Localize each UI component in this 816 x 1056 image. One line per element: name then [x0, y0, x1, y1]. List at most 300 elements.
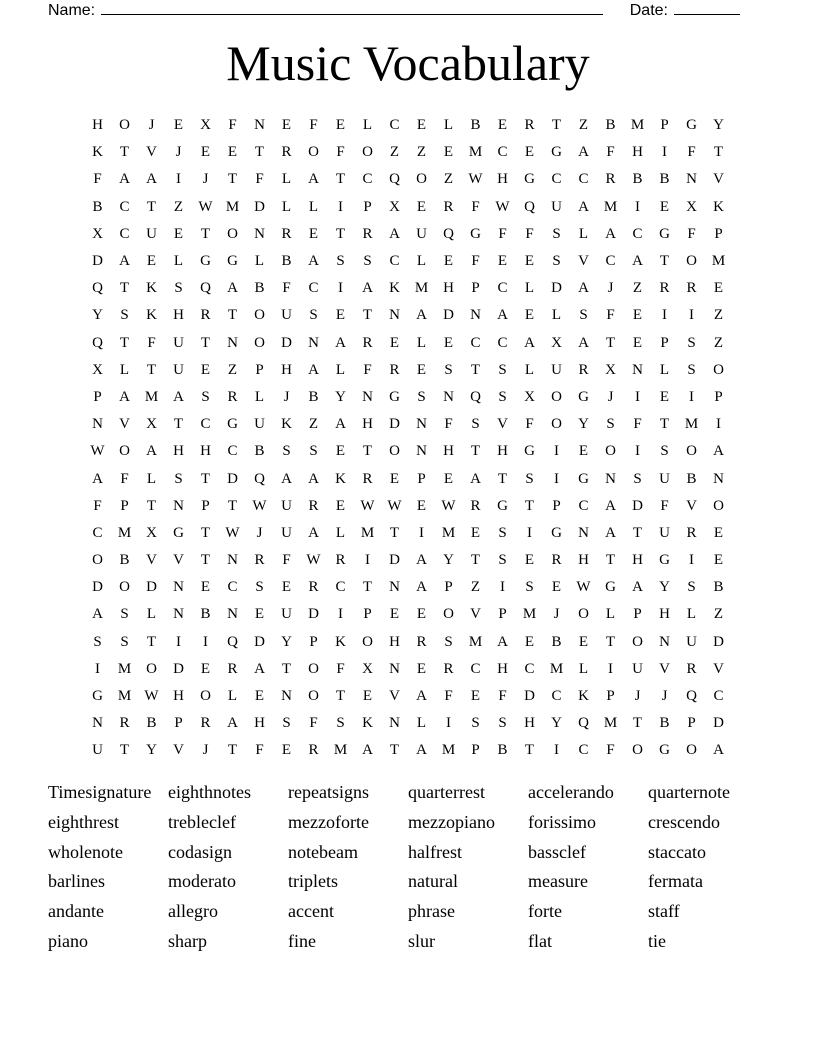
grid-cell: C — [227, 579, 238, 596]
grid-cell: Z — [389, 144, 400, 161]
grid-cell: T — [605, 552, 616, 569]
grid-cell: G — [578, 388, 589, 405]
grid-cell: A — [470, 470, 481, 487]
grid-cell: O — [551, 416, 562, 433]
grid-cell: R — [362, 470, 373, 487]
grid-cell: C — [632, 225, 643, 242]
grid-cell: R — [308, 497, 319, 514]
grid-cell: W — [252, 497, 267, 514]
grid-cell: O — [119, 443, 130, 460]
grid-cell: T — [605, 633, 616, 650]
grid-cell: G — [686, 117, 697, 134]
grid-cell: I — [554, 443, 559, 460]
grid-cell: N — [227, 552, 238, 569]
grid-cell: H — [173, 688, 184, 705]
grid-cell: O — [578, 606, 589, 623]
grid-cell: Y — [281, 633, 292, 650]
grid-cell: E — [443, 253, 454, 270]
grid-cell: G — [524, 443, 535, 460]
grid-cell: T — [524, 742, 535, 759]
grid-cell: C — [362, 171, 373, 188]
grid-cell: H — [254, 715, 265, 732]
grid-cell: D — [146, 579, 157, 596]
word-list-item: staff — [648, 901, 680, 922]
grid-cell: M — [630, 117, 645, 134]
grid-cell: I — [635, 198, 640, 215]
grid-cell: Y — [578, 416, 589, 433]
grid-cell: V — [686, 497, 697, 514]
name-blank-line[interactable] — [101, 0, 603, 15]
grid-cell: E — [713, 552, 724, 569]
grid-cell: A — [119, 388, 130, 405]
grid-cell: G — [659, 742, 670, 759]
grid-cell: Z — [713, 307, 724, 324]
grid-cell: C — [551, 688, 562, 705]
grid-cell: S — [174, 280, 183, 297]
grid-cell: E — [254, 606, 265, 623]
grid-cell: D — [92, 253, 103, 270]
grid-cell: C — [308, 280, 319, 297]
grid-cell: O — [632, 742, 643, 759]
grid-cell: P — [363, 198, 372, 215]
grid-cell: Y — [551, 715, 562, 732]
grid-cell: C — [470, 660, 481, 677]
grid-cell: I — [716, 416, 721, 433]
grid-cell: M — [333, 742, 348, 759]
grid-cell: L — [146, 606, 157, 623]
grid-cell: F — [633, 416, 642, 433]
grid-cell: B — [605, 117, 616, 134]
grid-cell: T — [659, 253, 670, 270]
grid-cell: O — [119, 117, 130, 134]
grid-cell: V — [713, 171, 724, 188]
word-list-item: trebleclef — [168, 811, 236, 832]
grid-cell: F — [606, 144, 615, 161]
word-list-item: phrase — [408, 901, 455, 922]
grid-cell: V — [389, 688, 400, 705]
grid-cell: F — [282, 280, 291, 297]
grid-cell: R — [443, 660, 454, 677]
grid-cell: N — [308, 334, 319, 351]
grid-cell: A — [362, 742, 373, 759]
grid-cell: N — [227, 334, 238, 351]
grid-cell: V — [146, 552, 157, 569]
grid-cell: K — [335, 470, 346, 487]
grid-cell: E — [416, 117, 427, 134]
grid-cell: E — [281, 742, 292, 759]
grid-cell: E — [389, 470, 400, 487]
grid-cell: F — [606, 742, 615, 759]
grid-cell: B — [686, 470, 697, 487]
grid-cell: I — [662, 144, 667, 161]
grid-cell: S — [309, 307, 318, 324]
grid-cell: I — [689, 388, 694, 405]
grid-cell: C — [389, 117, 400, 134]
grid-cell: D — [389, 552, 400, 569]
grid-cell: A — [227, 280, 238, 297]
word-list-item: tie — [648, 930, 666, 951]
grid-cell: W — [387, 497, 402, 514]
grid-cell: P — [471, 280, 480, 297]
grid-cell: N — [416, 416, 427, 433]
grid-cell: U — [92, 742, 103, 759]
grid-cell: N — [605, 470, 616, 487]
grid-cell: G — [578, 470, 589, 487]
word-list-item: mezzopiano — [408, 811, 495, 832]
grid-cell: E — [578, 633, 589, 650]
grid-cell: G — [551, 524, 562, 541]
grid-cell: E — [335, 117, 346, 134]
grid-cell: A — [578, 144, 589, 161]
grid-cell: Y — [146, 742, 157, 759]
grid-cell: R — [443, 198, 454, 215]
grid-cell: S — [525, 470, 534, 487]
grid-cell: O — [92, 552, 103, 569]
grid-cell: E — [659, 388, 670, 405]
grid-cell: F — [336, 660, 345, 677]
grid-cell: T — [470, 443, 481, 460]
grid-cell: S — [498, 388, 507, 405]
word-list-item: slur — [408, 930, 435, 951]
grid-cell: B — [146, 715, 157, 732]
grid-cell: S — [417, 388, 426, 405]
grid-cell: B — [497, 742, 508, 759]
grid-cell: D — [281, 334, 292, 351]
grid-cell: A — [713, 742, 724, 759]
word-list-item: Timesignature — [48, 782, 152, 802]
grid-cell: R — [227, 660, 238, 677]
grid-cell: H — [389, 633, 400, 650]
grid-cell: R — [686, 660, 697, 677]
grid-cell: E — [146, 253, 157, 270]
grid-cell: F — [255, 171, 264, 188]
grid-cell: I — [95, 660, 100, 677]
grid-cell: N — [389, 660, 400, 677]
grid-cell: R — [686, 280, 697, 297]
grid-cell: O — [632, 633, 643, 650]
word-list-item: moderato — [168, 871, 236, 892]
grid-cell: R — [659, 280, 670, 297]
grid-cell: O — [443, 606, 454, 623]
grid-cell: N — [470, 307, 481, 324]
name-label: Name: — [48, 2, 96, 19]
grid-cell: K — [389, 280, 400, 297]
grid-cell: C — [497, 334, 508, 351]
grid-cell: B — [119, 552, 130, 569]
grid-cell: A — [308, 361, 319, 378]
grid-cell: S — [201, 388, 210, 405]
grid-cell: T — [119, 144, 130, 161]
grid-cell: I — [338, 198, 343, 215]
grid-cell: G — [605, 579, 616, 596]
grid-cell: T — [119, 334, 130, 351]
grid-cell: A — [119, 171, 130, 188]
grid-cell: O — [362, 633, 373, 650]
grid-cell: I — [176, 633, 181, 650]
grid-cell: F — [309, 117, 318, 134]
grid-cell: U — [686, 633, 697, 650]
grid-cell: U — [281, 307, 292, 324]
grid-cell: I — [446, 715, 451, 732]
grid-cell: B — [713, 579, 724, 596]
grid-cell: D — [632, 497, 643, 514]
grid-cell: V — [713, 660, 724, 677]
grid-cell: J — [283, 388, 290, 405]
grid-cell: E — [173, 117, 184, 134]
word-list-item: fine — [288, 930, 316, 951]
grid-cell: E — [416, 606, 427, 623]
grid-cell: E — [524, 552, 535, 569]
grid-cell: N — [389, 715, 400, 732]
grid-cell: S — [363, 253, 372, 270]
grid-cell: S — [687, 579, 696, 596]
grid-cell: R — [686, 524, 697, 541]
grid-cell: I — [608, 660, 613, 677]
grid-cell: O — [713, 361, 724, 378]
grid-cell: A — [713, 443, 724, 460]
grid-cell: L — [254, 388, 265, 405]
grid-cell: S — [498, 552, 507, 569]
grid-cell: R — [470, 497, 481, 514]
grid-cell: A — [146, 443, 157, 460]
word-list-item: mezzoforte — [288, 811, 369, 832]
grid-cell: D — [254, 633, 265, 650]
grid-cell: D — [308, 606, 319, 623]
grid-cell: T — [146, 633, 157, 650]
grid-cell: H — [173, 443, 184, 460]
grid-cell: A — [254, 660, 265, 677]
grid-cell: Z — [173, 198, 184, 215]
grid-cell: M — [684, 416, 699, 433]
grid-cell: C — [605, 253, 616, 270]
grid-cell: E — [713, 280, 724, 297]
grid-cell: R — [254, 552, 265, 569]
grid-cell: S — [498, 524, 507, 541]
grid-cell: M — [522, 606, 537, 623]
grid-cell: R — [362, 334, 373, 351]
grid-cell: N — [443, 388, 454, 405]
grid-cell: L — [281, 198, 292, 215]
grid-cell: U — [281, 524, 292, 541]
grid-cell: T — [605, 334, 616, 351]
grid-cell: S — [255, 579, 264, 596]
word-list-item: measure — [528, 871, 588, 892]
grid-cell: X — [524, 388, 535, 405]
grid-cell: M — [468, 633, 483, 650]
grid-cell: T — [254, 144, 265, 161]
grid-cell: I — [662, 307, 667, 324]
word-list-item: accelerando — [528, 782, 614, 802]
grid-cell: E — [416, 660, 427, 677]
grid-cell: A — [578, 198, 589, 215]
grid-cell: E — [389, 334, 400, 351]
grid-cell: H — [497, 660, 508, 677]
word-list-item: allegro — [168, 901, 218, 922]
grid-cell: C — [335, 579, 346, 596]
grid-cell: B — [551, 633, 562, 650]
grid-cell: W — [306, 552, 321, 569]
grid-cell: W — [441, 497, 456, 514]
grid-cell: Q — [470, 388, 481, 405]
grid-cell: S — [525, 579, 534, 596]
word-list-item: quarterrest — [408, 782, 485, 802]
grid-cell: U — [173, 334, 184, 351]
grid-cell: D — [173, 660, 184, 677]
grid-cell: E — [308, 225, 319, 242]
grid-cell: A — [362, 280, 373, 297]
word-list-item: fermata — [648, 871, 703, 892]
grid-cell: S — [687, 361, 696, 378]
grid-cell: N — [578, 524, 589, 541]
grid-cell: P — [120, 497, 129, 514]
grid-cell: Q — [686, 688, 697, 705]
grid-cell: L — [362, 117, 373, 134]
grid-cell: Q — [389, 171, 400, 188]
grid-cell: D — [254, 198, 265, 215]
word-list-item: forte — [528, 901, 562, 922]
grid-cell: F — [525, 416, 534, 433]
grid-cell: Y — [659, 579, 670, 596]
grid-cell: X — [362, 660, 373, 677]
grid-cell: T — [362, 579, 373, 596]
grid-cell: V — [173, 552, 184, 569]
grid-cell: F — [336, 144, 345, 161]
grid-cell: U — [659, 470, 670, 487]
grid-cell: C — [578, 742, 589, 759]
grid-cell: P — [714, 225, 723, 242]
grid-cell: N — [281, 688, 292, 705]
grid-cell: F — [525, 225, 534, 242]
grid-cell: I — [527, 524, 532, 541]
grid-cell: X — [200, 117, 211, 134]
grid-cell: A — [92, 606, 103, 623]
grid-cell: H — [497, 171, 508, 188]
grid-cell: R — [200, 307, 211, 324]
grid-cell: J — [175, 144, 182, 161]
grid-cell: A — [227, 715, 238, 732]
word-list-item: accent — [288, 901, 334, 922]
word-list-item: sharp — [168, 930, 207, 951]
grid-cell: K — [146, 307, 157, 324]
grid-cell: L — [227, 688, 238, 705]
grid-cell: Q — [227, 633, 238, 650]
grid-cell: N — [713, 470, 724, 487]
grid-cell: R — [281, 144, 292, 161]
date-blank-line[interactable] — [674, 0, 740, 15]
grid-cell: X — [551, 334, 562, 351]
grid-cell: L — [254, 253, 265, 270]
grid-cell: O — [254, 307, 265, 324]
word-list-item: forissimo — [528, 811, 597, 832]
grid-cell: P — [417, 470, 426, 487]
grid-cell: T — [632, 715, 643, 732]
grid-cell: E — [524, 307, 535, 324]
grid-cell: S — [120, 606, 129, 623]
grid-cell: A — [605, 225, 616, 242]
grid-cell: Z — [416, 144, 427, 161]
grid-cell: C — [119, 198, 130, 215]
grid-cell: S — [336, 715, 345, 732]
grid-cell: A — [308, 524, 319, 541]
grid-cell: T — [632, 524, 643, 541]
grid-cell: S — [552, 253, 561, 270]
grid-cell: S — [336, 253, 345, 270]
grid-cell: F — [471, 198, 480, 215]
grid-cell: E — [200, 144, 211, 161]
grid-cell: F — [498, 688, 507, 705]
grid-cell: U — [551, 361, 562, 378]
grid-cell: K — [281, 416, 292, 433]
grid-cell: C — [227, 443, 238, 460]
grid-cell: U — [173, 361, 184, 378]
word-list-item: crescendo — [648, 811, 720, 832]
grid-cell: Y — [443, 552, 454, 569]
grid-cell: E — [362, 688, 373, 705]
grid-cell: W — [468, 171, 483, 188]
grid-cell: E — [470, 688, 481, 705]
grid-cell: W — [90, 443, 105, 460]
grid-cell: O — [713, 497, 724, 514]
grid-cell: S — [174, 470, 183, 487]
grid-cell: R — [281, 225, 292, 242]
grid-cell: L — [605, 606, 616, 623]
grid-cell: I — [500, 579, 505, 596]
grid-cell: S — [120, 307, 129, 324]
grid-cell: M — [603, 715, 618, 732]
grid-cell: A — [605, 524, 616, 541]
grid-cell: C — [200, 416, 211, 433]
grid-cell: R — [335, 552, 346, 569]
grid-cell: T — [146, 198, 157, 215]
grid-cell: T — [389, 524, 400, 541]
grid-cell: G — [470, 225, 481, 242]
grid-cell: A — [632, 253, 643, 270]
grid-cell: R — [389, 361, 400, 378]
grid-cell: L — [335, 524, 346, 541]
grid-cell: F — [147, 334, 156, 351]
grid-cell: L — [281, 171, 292, 188]
grid-cell: E — [416, 361, 427, 378]
word-list-item: andante — [48, 901, 104, 922]
grid-cell: H — [524, 715, 535, 732]
grid-cell: N — [254, 117, 265, 134]
grid-cell: F — [687, 144, 696, 161]
grid-cell: I — [689, 552, 694, 569]
grid-cell: T — [200, 524, 211, 541]
grid-cell: V — [146, 144, 157, 161]
grid-cell: P — [363, 606, 372, 623]
grid-cell: X — [605, 361, 616, 378]
grid-cell: G — [227, 416, 238, 433]
grid-cell: H — [632, 144, 643, 161]
grid-cell: O — [362, 144, 373, 161]
grid-cell: J — [148, 117, 155, 134]
grid-cell: L — [578, 225, 589, 242]
grid-cell: V — [578, 253, 589, 270]
grid-cell: H — [281, 361, 292, 378]
grid-cell: J — [256, 524, 263, 541]
grid-cell: X — [686, 198, 697, 215]
grid-cell: J — [202, 742, 209, 759]
grid-cell: D — [713, 633, 724, 650]
grid-cell: E — [551, 579, 562, 596]
grid-cell: U — [254, 416, 265, 433]
grid-cell: T — [200, 225, 211, 242]
grid-cell: X — [146, 416, 157, 433]
header-line — [48, 0, 740, 20]
grid-cell: D — [92, 579, 103, 596]
grid-cell: M — [414, 280, 429, 297]
